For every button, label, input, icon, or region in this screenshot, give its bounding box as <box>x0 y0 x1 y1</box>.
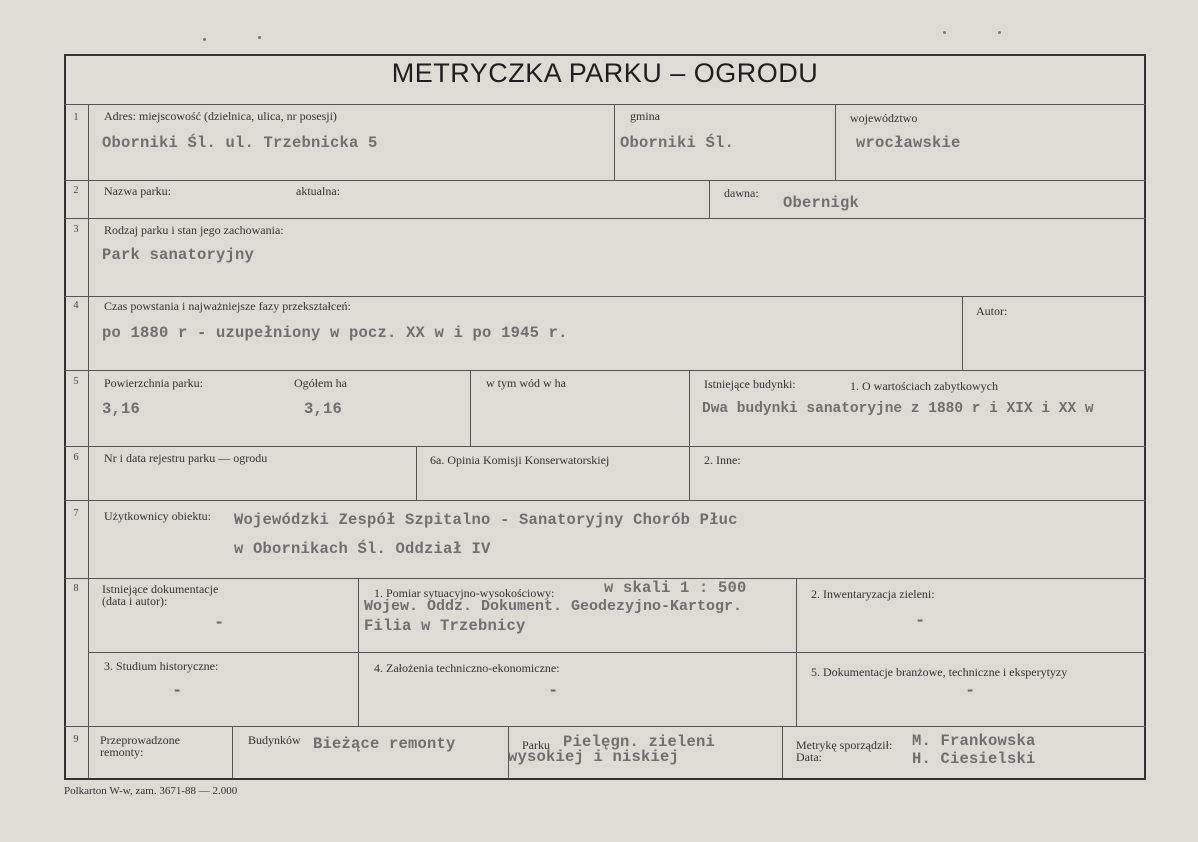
cell-divider <box>689 370 690 500</box>
register-label: Nr i data rejestru parku — ogrodu <box>104 451 268 465</box>
inventory-label: 2. Inwentaryzacja zieleni: <box>811 587 935 601</box>
users-label: Użytkownicy obiektu: <box>104 509 211 523</box>
park-repairs-label: Parku <box>522 738 550 752</box>
paper-mark <box>998 31 1001 34</box>
cell-divider <box>470 370 471 446</box>
users-value-line-1: Wojewódzki Zespół Szpitalno - Sanatoryjny Chorób Płuc <box>234 511 738 529</box>
prepared-by-label: Metrykę sporządził: <box>796 738 893 752</box>
printer-footer: Polkarton W-w, zam. 3671-88 — 2.000 <box>64 785 238 797</box>
paper-mark <box>943 31 946 34</box>
cell-divider <box>614 104 615 180</box>
row-number: 9 <box>73 734 79 745</box>
former-name-value: Obernigk <box>783 194 860 212</box>
repairs-label-line-2: remonty: <box>100 745 144 759</box>
row-number: 8 <box>73 583 79 594</box>
cell-divider <box>358 578 359 726</box>
row-divider <box>64 500 1146 501</box>
row-number: 3 <box>73 224 79 235</box>
row-divider <box>64 218 1146 219</box>
total-area-label: Ogółem ha <box>294 376 347 390</box>
buildings-repairs-value: Bieżące remonty <box>313 735 456 753</box>
period-value: po 1880 r - uzupełniony w pocz. XX w i po 1945 r. <box>102 324 568 342</box>
cell-divider <box>709 180 710 218</box>
park-name-label: Nazwa parku: <box>104 184 171 198</box>
gmina-label: gmina <box>630 109 660 123</box>
park-type-label: Rodzaj parku i stan jego zachowania: <box>104 223 284 237</box>
wojewodztwo-value: wrocławskie <box>856 134 961 152</box>
area-value: 3,16 <box>102 400 141 418</box>
technical-value: - <box>548 682 559 701</box>
row-divider <box>64 104 1146 105</box>
row-divider <box>64 726 1146 727</box>
area-label: Powierzchnia parku: <box>104 376 203 390</box>
row-divider <box>88 652 1146 653</box>
date-value: H. Ciesielski <box>912 750 1036 768</box>
row-number: 6 <box>73 452 79 463</box>
inventory-value: - <box>915 612 926 631</box>
number-column-divider <box>88 104 89 778</box>
cell-divider <box>416 446 417 500</box>
park-repairs-value-line-1: Pielęgn. zieleni <box>563 733 716 751</box>
docs-label-line-1: Istniejące dokumentacje <box>102 582 219 596</box>
row-number: 7 <box>73 508 79 519</box>
current-name-label: aktualna: <box>296 184 340 198</box>
survey-label: 1. Pomiar sytuacyjno-wysokościowy: <box>374 586 555 600</box>
docs-value: - <box>214 614 225 633</box>
wojewodztwo-label: województwo <box>850 111 918 125</box>
buildings-repairs-label: Budynków <box>248 733 301 747</box>
address-value: Oborniki Śl. ul. Trzebnicka 5 <box>102 134 378 152</box>
row-number: 5 <box>73 376 79 387</box>
paper-mark <box>258 36 261 39</box>
survey-value-line-1: w skali 1 : 500 <box>604 579 747 597</box>
total-area-value: 3,16 <box>304 400 343 418</box>
other-buildings-label: 2. Inne: <box>704 453 741 467</box>
buildings-value: Dwa budynki sanatoryjne z 1880 r i XIX i XX w <box>702 401 1094 417</box>
users-value-line-2: w Obornikach Śl. Oddział IV <box>234 540 491 558</box>
author-label: Autor: <box>976 304 1008 318</box>
cell-divider <box>782 726 783 778</box>
row-divider <box>64 296 1146 297</box>
repairs-label-line-1: Przeprowadzone <box>100 733 180 747</box>
row-divider <box>64 180 1146 181</box>
row-number: 1 <box>73 112 79 123</box>
survey-value-line-2: Wojew. Oddz. Dokument. Geodezyjno-Kartogr. <box>364 598 743 615</box>
park-type-value: Park sanatoryjny <box>102 246 255 264</box>
branch-docs-label: 5. Dokumentacje branżowe, techniczne i eksperytyzy <box>811 665 1068 679</box>
monuments-label: 1. O wartościach zabytkowych <box>850 379 998 393</box>
survey-value-line-3: Filia w Trzebnicy <box>364 617 526 635</box>
address-label: Adres: miejscowość (dzielnica, ulica, nr posesji) <box>104 109 337 123</box>
gmina-value: Oborniki Śl. <box>620 134 735 152</box>
former-name-label: dawna: <box>724 186 759 200</box>
period-label: Czas powstania i najważniejsze fazy przekształceń: <box>104 299 351 313</box>
row-number: 4 <box>73 300 79 311</box>
opinion-label: 6a. Opinia Komisji Konserwatorskiej <box>430 453 610 467</box>
cell-divider <box>962 296 963 370</box>
technical-label: 4. Założenia techniczno-ekonomiczne: <box>374 661 560 675</box>
row-divider <box>64 370 1146 371</box>
form-title: METRYCZKA PARKU – OGRODU <box>391 58 819 88</box>
branch-docs-value: - <box>965 682 976 701</box>
date-label: Data: <box>796 750 822 764</box>
prepared-by-value: M. Frankowska <box>912 732 1036 750</box>
cell-divider <box>232 726 233 778</box>
row-number: 2 <box>73 185 79 196</box>
history-label: 3. Studium historyczne: <box>104 659 219 673</box>
cell-divider <box>835 104 836 180</box>
buildings-label: Istniejące budynki: <box>704 377 796 391</box>
history-value: - <box>172 682 183 701</box>
park-repairs-value-line-2: wysokiej i niskiej <box>508 748 680 766</box>
water-area-label: w tym wód w ha <box>486 376 566 390</box>
paper-mark <box>203 38 206 41</box>
row-divider <box>64 446 1146 447</box>
docs-label-line-2: (data i autor): <box>102 594 168 608</box>
cell-divider <box>796 578 797 726</box>
